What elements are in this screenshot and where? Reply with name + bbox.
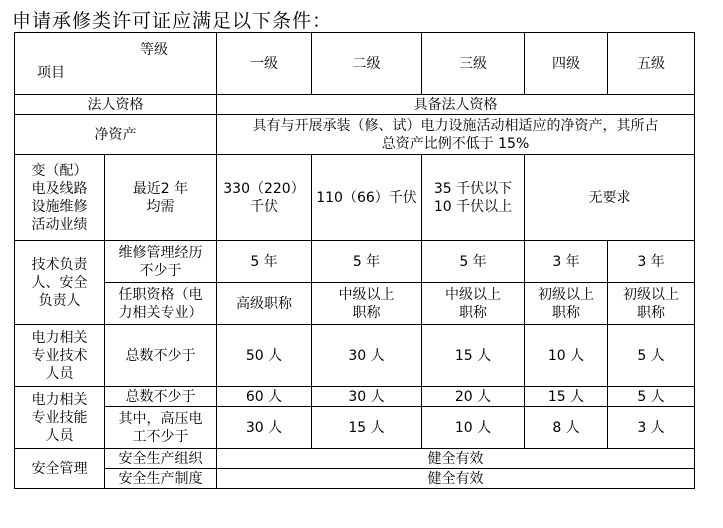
qualification-level-5: 初级以上 职称 [608, 283, 695, 325]
skill-total-level-2: 30 人 [312, 387, 422, 407]
tech-staff-level-2: 30 人 [312, 325, 422, 387]
experience-level-1: 5 年 [217, 241, 312, 283]
performance-label: 变（配） 电及线路 设施维修 活动业绩 [15, 155, 105, 241]
safety-label: 安全管理 [15, 449, 105, 489]
legal-label: 法人资格 [15, 95, 217, 115]
skill-hv-level-3: 10 人 [422, 407, 525, 449]
performance-level-1: 330（220） 千伏 [217, 155, 312, 241]
tech-staff-sub: 总数不少于 [105, 325, 217, 387]
safety-system-sub: 安全生产制度 [105, 469, 217, 489]
skill-hv-level-2: 15 人 [312, 407, 422, 449]
performance-row [15, 155, 695, 241]
qualification-sub: 任职资格（电 力相关专业） [105, 283, 217, 325]
tech-staff-level-1: 50 人 [217, 325, 312, 387]
qualification-level-2: 中级以上 职称 [312, 283, 422, 325]
assets-label: 净资产 [15, 115, 217, 155]
legal-row [15, 95, 695, 115]
skill-total-level-5: 5 人 [608, 387, 695, 407]
level-header-4: 四级 [525, 33, 608, 95]
skill-total-level-4: 15 人 [525, 387, 608, 407]
performance-level-4-5: 无要求 [525, 155, 695, 241]
safety-org-row [15, 449, 695, 469]
corner-item-label: 项目 [37, 65, 65, 81]
tech-staff-label: 电力相关 专业技术 人员 [15, 325, 105, 387]
level-header-5: 五级 [608, 33, 695, 95]
tech-leader-experience-row [15, 241, 695, 283]
tech-staff-row [15, 325, 695, 387]
experience-level-4: 3 年 [525, 241, 608, 283]
safety-org-value: 健全有效 [217, 449, 695, 469]
level-header-2: 二级 [312, 33, 422, 95]
page-title: 申请承修类许可证应满足以下条件： [12, 10, 333, 32]
skill-hv-level-4: 8 人 [525, 407, 608, 449]
tech-staff-level-3: 15 人 [422, 325, 525, 387]
corner-header-cell [15, 33, 217, 95]
corner-level-label: 等级 [140, 42, 168, 58]
tech-staff-level-4: 10 人 [525, 325, 608, 387]
skill-total-sub: 总数不少于 [105, 387, 217, 407]
experience-level-2: 5 年 [312, 241, 422, 283]
safety-org-sub: 安全生产组织 [105, 449, 217, 469]
skill-hv-sub: 其中，高压电 工不少于 [105, 407, 217, 449]
performance-sub: 最近2 年 均需 [105, 155, 217, 241]
tech-staff-level-5: 5 人 [608, 325, 695, 387]
performance-level-2: 110（66）千伏 [312, 155, 422, 241]
skill-staff-label: 电力相关 专业技能 人员 [15, 387, 105, 449]
skill-hv-level-5: 3 人 [608, 407, 695, 449]
skill-staff-hv-row [15, 407, 695, 449]
assets-value: 具有与开展承装（修、试）电力设施活动相适应的净资产，其所占 总资产比例不低于 15% [217, 115, 695, 155]
level-header-3: 三级 [422, 33, 525, 95]
skill-staff-total-row [15, 387, 695, 407]
safety-system-row [15, 469, 695, 489]
qualification-level-3: 中级以上 职称 [422, 283, 525, 325]
skill-hv-level-1: 30 人 [217, 407, 312, 449]
skill-total-level-1: 60 人 [217, 387, 312, 407]
experience-sub: 维修管理经历 不少于 [105, 241, 217, 283]
tech-leader-qualification-row [15, 283, 695, 325]
qualification-level-4: 初级以上 职称 [525, 283, 608, 325]
safety-system-value: 健全有效 [217, 469, 695, 489]
experience-level-3: 5 年 [422, 241, 525, 283]
experience-level-5: 3 年 [608, 241, 695, 283]
level-header-1: 一级 [217, 33, 312, 95]
qualification-level-1: 高级职称 [217, 283, 312, 325]
license-requirements-table [14, 32, 695, 489]
skill-total-level-3: 20 人 [422, 387, 525, 407]
legal-value: 具备法人资格 [217, 95, 695, 115]
performance-level-3: 35 千伏以下 10 千伏以上 [422, 155, 525, 241]
assets-row [15, 115, 695, 155]
header-row [15, 33, 695, 95]
tech-leader-label: 技术负责 人、安全 负责人 [15, 241, 105, 325]
